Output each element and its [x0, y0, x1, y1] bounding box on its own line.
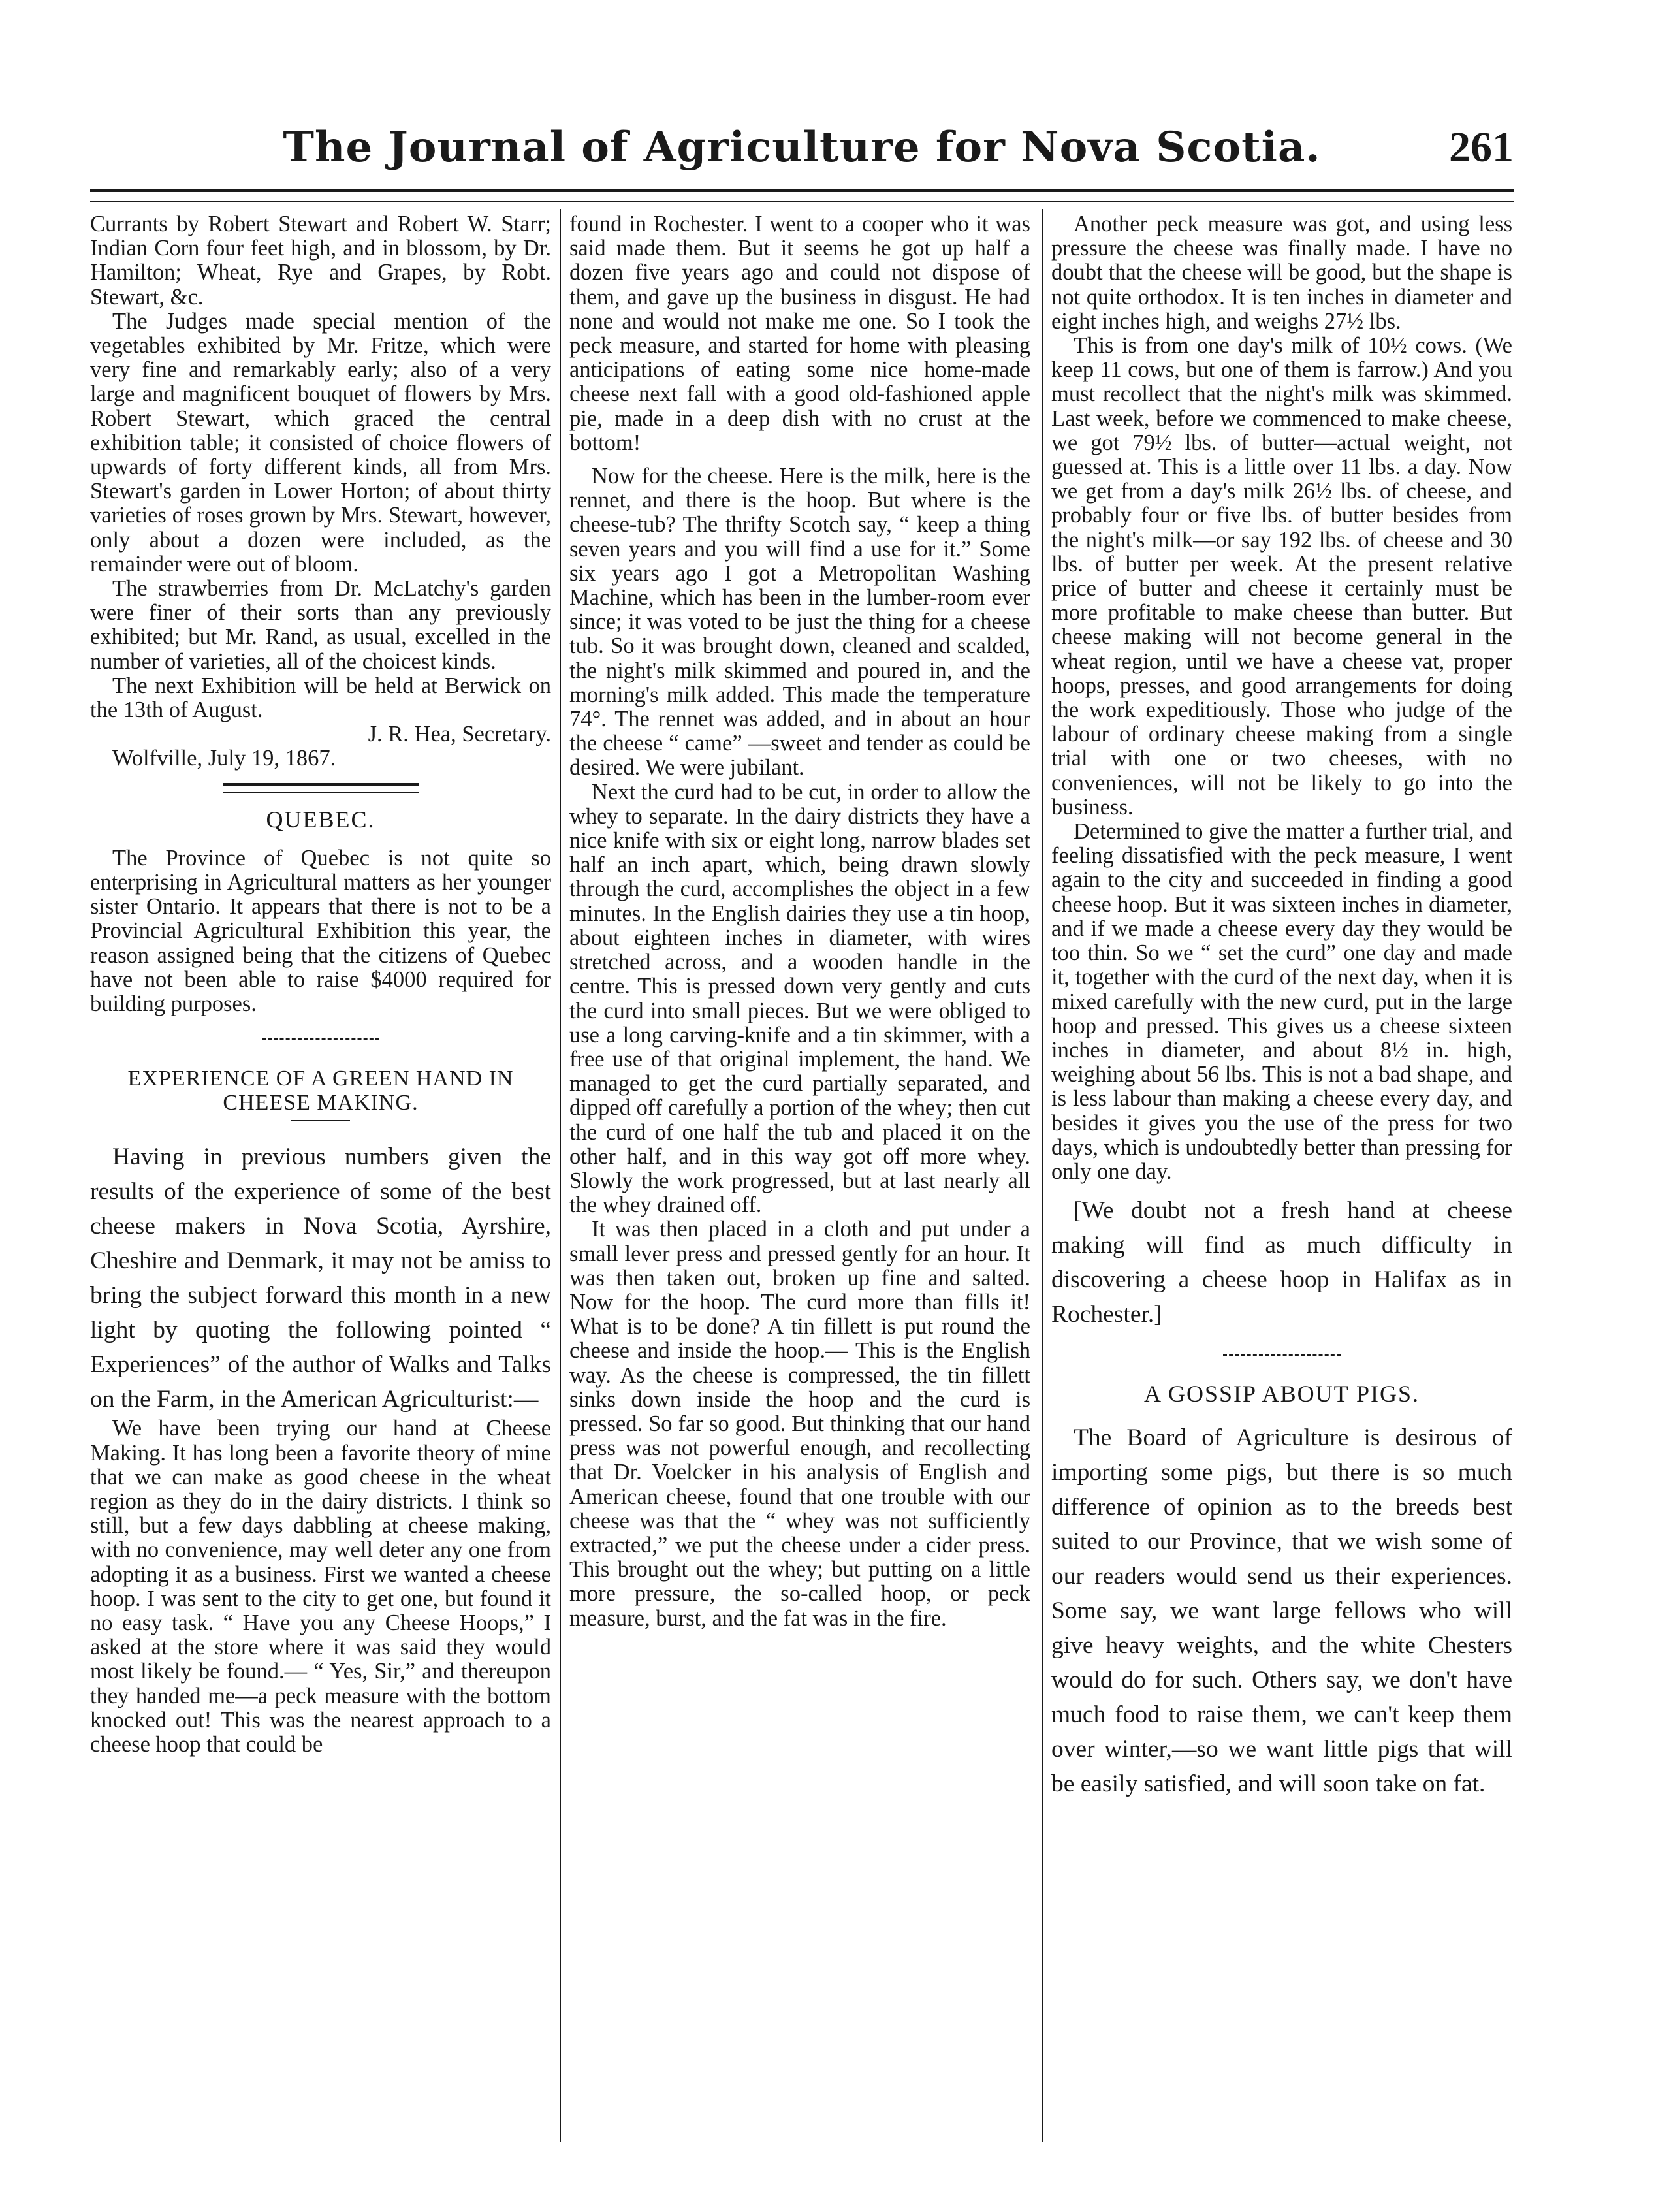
column-1 [90, 212, 551, 2142]
column-3 [1051, 212, 1512, 2142]
column-divider [1042, 209, 1043, 2142]
paragraph: The strawberries from Dr. McLatchy's garden were finer of their sorts than any previously exhibited; but Mr. Rand, as usual, excelled in the number of varieties, all of the choicest kinds. [90, 576, 551, 674]
paragraph: found in Rochester. I went to a cooper who it was said made them. But it seems he got up half a dozen five years ago and could not dispose of them, and gave up the business in disgust. He had none and would not make me one. So I took the peck measure, and started for home with pleasing anticipations of eating some nice home-made cheese next fall with a good old-fashioned apple pie, made in a deep dish with no crust at the bottom! [569, 212, 1030, 455]
signature: J. R. Hea, Secretary. [368, 722, 551, 747]
section-rule [1223, 1354, 1341, 1356]
gossip-heading: A GOSSIP ABOUT PIGS. [1143, 1381, 1420, 1407]
section-rule [262, 1038, 379, 1040]
paragraph: Now for the cheese. Here is the milk, here is the rennet, and there is the hoop. But where is the cheese-tub? The thrifty Scotch say, “ keep a thing seven years and you will find a use for it.” Some six years ago I got a Metropolitan Washing Machine, which has been in the lumber-room ever since; it was voted to be just the thing for a cheese tub. So it was brought down, cleaned and scalded, the night's milk skimmed and poured in, and the morning's milk added. This made the temperature 74°. The rennet was added, and in about an hour the cheese “ came” —sweet and tender as could be desired. We were jubilant. [569, 464, 1030, 780]
paragraph: Another peck measure was got, and using less pressure the cheese was finally made. I have no doubt that the cheese will be good, but the shape is not quite orthodox. It is ten inches in diameter and eight inches high, and weighs 27½ lbs. [1051, 212, 1512, 334]
dateline: Wolfville, July 19, 1867. [112, 746, 336, 771]
paragraph: This is from one day's milk of 10½ cows. (We keep 11 cows, but one of them is farrow.) And you must recollect that the night's milk was skimmed. Last week, before we commenced to make cheese, we got 79½ lbs. of butter—actual weight, not guessed at. This is a little over 11 lbs. a day. Now we get from a day's milk 26½ lbs. of cheese, and probably four or five lbs. of butter besides from the night's milk—or say 192 lbs. of cheese and 30 lbs. of butter per week. At the present relative price of butter and cheese it certainly must be more profitable to make cheese than butter. But cheese making will not become general in the wheat region, until we have a cheese vat, proper hoops, presses, and good arrangements for doing the work expeditiously. Those who judge of the labour of ordinary cheese making from a single trial with one or two cheeses, with no conveniences, will not be likely to go into the business. [1051, 333, 1512, 820]
paragraph: The next Exhibition will be held at Berwick on the 13th of August. [90, 673, 551, 723]
paragraph: We have been trying our hand at Cheese Making. It has long been a favorite theory of mine that we can make as good cheese in the wheat region as they do in the dairy districts. I think so still, but a few days dabbling at cheese making, with no convenience, may well deter any one from adopting it as a business. First we wanted a cheese hoop. I was sent to the city to get one, but found it no easy task. “ Have you any Cheese Hoops,” I asked at the store where it was said they would most likely be found.— “ Yes, Sir,” and thereupon they handed me—a peck measure with the bottom knocked out! This was the nearest approach to a cheese hoop that could be [90, 1416, 551, 1757]
heading-rule [291, 1120, 350, 1121]
journal-title: The Journal of Agriculture for Nova Scotia. [283, 123, 1321, 172]
paragraph: The Board of Agriculture is desirous of importing some pigs, but there is so much difference of opinion as to the breeds best suited to our Province, that we wish some of our readers would send us their experiences. Some say, we want large fellows who will give heavy weights, and the white Chesters would do for such. Others say, we don't have much food to raise them, we can't keep them over winter,—so we want little pigs that will be easily satisfied, and will soon take on fat. [1051, 1424, 1512, 1798]
paragraph: The Province of Quebec is not quite so enterprising in Agricultural matters as her younger sister Ontario. It appears that there is not to be a Provincial Agricultural Exhibition this year, the reason assigned being that the citizens of Quebec have not been able to raise $4000 required for building purposes. [90, 845, 551, 1017]
header-rule [90, 189, 1514, 202]
column-divider [560, 209, 561, 2142]
column-2 [569, 212, 1030, 2142]
editor-note: [We doubt not a fresh hand at cheese making will find as much difficulty in discovering a cheese hoop in Halifax as in Rochester.] [1051, 1197, 1512, 1328]
paragraph: Next the curd had to be cut, in order to allow the whey to separate. In the dairy districts they have a nice knife with six or eight long, narrow blades set half an inch apart, which, being drawn slowly through the curd, accomplishes the object in a few minutes. In the English dairies they use a tin hoop, about eighteen inches in diameter, with wires stretched across, and a wooden handle in the centre. This is pressed down very gently and cuts the curd into small pieces. But we were obliged to use a long carving-knife and a tin skimmer, with a free use of that original implement, the hand. We managed to get the curd partially separated, and dipped off carefully a portion of the whey; then cut the curd of one half the tub and placed it on the other half, and in this way got off more whey. Slowly the work progressed, but at last nearly all the whey drained off. [569, 779, 1030, 1218]
paragraph: Determined to give the matter a further trial, and feeling dissatisfied with the peck measure, I went again to the city and succeeded in finding a good cheese hoop. But it was sixteen inches in diameter, and if we made a cheese every day they would be too thin. So we “ set the curd” one day and made it, together with the curd of the next day, when it is mixed carefully with the new curd, put in the large hoop and pressed. This gives us a cheese sixteen inches in diameter, and about 8½ in. high, weighing about 56 lbs. This is not a bad shape, and is less labour than making a cheese every day, and besides it gives you the use of the press for two days, which is undoubtedly better than pressing for only one day. [1051, 819, 1512, 1184]
paragraph: It was then placed in a cloth and put under a small lever press and pressed gently for an hour. It was then taken out, broken up fine and salted. Now for the hoop. The curd more than fills it! What is to be done? A tin fillett is put round the cheese and inside the hoop.— This is the English way. As the cheese is compressed, the tin fillett sinks down inside the hoop and the curd is pressed. So far so good. But thinking that our hand press was not powerful enough, and recollecting that Dr. Voelcker in his analysis of English and American cheese, found that one trouble with our cheese was that the “ whey was not sufficiently extracted,” we put the cheese under a cider press. This brought out the whey; but putting on a little more pressure, the so-called hoop, or peck measure, burst, and the fat was in the fire. [569, 1217, 1030, 1631]
page-header [90, 111, 1514, 183]
page-number: 261 [1449, 123, 1514, 171]
quebec-heading: QUEBEC. [266, 806, 375, 833]
paragraph: Having in previous numbers given the results of the experience of some of the best cheese makers in Nova Scotia, Ayrshire, Cheshire and Denmark, it may not be amiss to bring the subject forward this month in a new light by quoting the following pointed “ Experiences” of the author of Walks and Talks on the Farm, in the American Agriculturist:— [90, 1144, 551, 1413]
experience-heading: EXPERIENCE OF A GREEN HAND IN CHEESE MAKING. [127, 1066, 514, 1115]
paragraph: Currants by Robert Stewart and Robert W. Starr; Indian Corn four feet high, and in blossom, by Dr. Hamilton; Wheat, Rye and Grapes, by Robt. Stewart, &c. [90, 212, 551, 310]
paragraph: The Judges made special mention of the vegetables exhibited by Mr. Fritze, which were very fine and remarkably early; also of a very large and magnificent bouquet of flowers by Mrs. Robert Stewart, which graced the central exhibition table; it consisted of choice flowers of upwards of forty different kinds, all from Mrs. Stewart's garden in Lower Horton; of about thirty varieties of roses grown by Mrs. Stewart, however, only about a dozen were included, as the remainder were out of bloom. [90, 308, 551, 577]
section-rule [223, 783, 419, 793]
